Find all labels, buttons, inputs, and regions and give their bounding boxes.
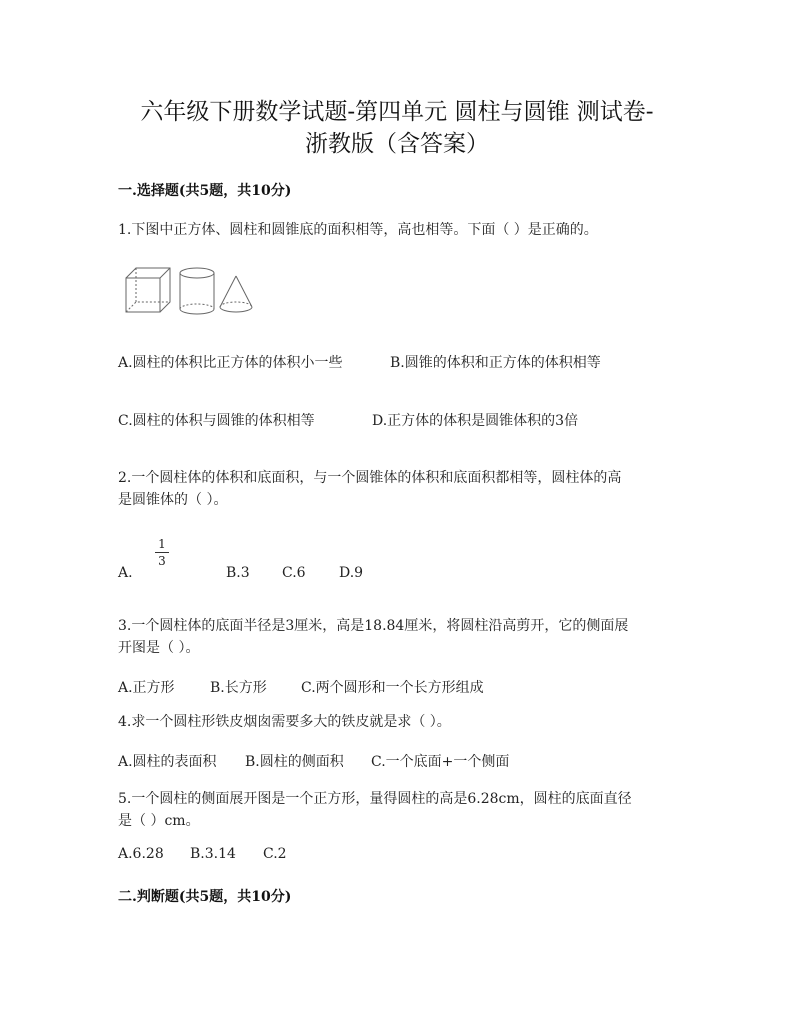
fraction-denominator: 3 bbox=[158, 554, 166, 568]
fraction-numerator: 1 bbox=[158, 537, 166, 551]
q1-option-a[interactable]: A.圆柱的体积比正方体的体积小一些 bbox=[118, 355, 343, 371]
q4-option-b[interactable]: B.圆柱的侧面积 bbox=[245, 754, 344, 770]
fraction-bar bbox=[155, 552, 169, 553]
q3-option-a[interactable]: A.正方形 bbox=[118, 680, 175, 696]
question-3-line1: 3.一个圆柱体的底面半径是3厘米，高是18.84厘米，将圆柱沿高剪开，它的侧面展 bbox=[118, 618, 629, 634]
question-2-line1: 2.一个圆柱体的体积和底面积，与一个圆锥体的体积和底面积都相等，圆柱体的高 bbox=[118, 470, 622, 486]
question-5-line1: 5.一个圆柱的侧面展开图是一个正方形，量得圆柱的高是6.28cm，圆柱的底面直径 bbox=[118, 791, 632, 807]
question-3-line2: 开图是（ ）。 bbox=[118, 640, 200, 656]
page-title-line2: 浙教版（含答案） bbox=[305, 131, 489, 157]
q4-option-c[interactable]: C.一个底面+一个侧面 bbox=[371, 754, 510, 770]
solids-figure-svg bbox=[124, 264, 264, 320]
page-title-line1: 六年级下册数学试题-第四单元 圆柱与圆锥 测试卷- bbox=[140, 99, 654, 125]
cone-icon bbox=[220, 276, 252, 312]
fraction-one-third bbox=[155, 537, 169, 568]
section-heading-judgment: 二.判断题(共5题，共10分) bbox=[118, 889, 292, 905]
q1-option-c[interactable]: C.圆柱的体积与圆锥的体积相等 bbox=[118, 413, 315, 429]
question-4-text: 4.求一个圆柱形铁皮烟囱需要多大的铁皮就是求（ ）。 bbox=[118, 714, 451, 730]
cylinder-icon bbox=[180, 268, 214, 314]
q5-option-b[interactable]: B.3.14 bbox=[190, 846, 236, 862]
cube-icon bbox=[126, 268, 170, 312]
q3-option-c[interactable]: C.两个圆形和一个长方形组成 bbox=[301, 680, 484, 696]
question-2-line2: 是圆锥体的（ ）。 bbox=[118, 492, 228, 508]
question-5-line2: 是（ ）cm。 bbox=[118, 813, 200, 829]
q2-option-d[interactable]: D.9 bbox=[339, 565, 364, 581]
q5-option-c[interactable]: C.2 bbox=[263, 846, 287, 862]
q2-option-a[interactable]: A. bbox=[118, 565, 133, 581]
q4-option-a[interactable]: A.圆柱的表面积 bbox=[118, 754, 217, 770]
solids-figure bbox=[124, 264, 264, 324]
q3-option-b[interactable]: B.长方形 bbox=[210, 680, 267, 696]
q2-option-c[interactable]: C.6 bbox=[282, 565, 306, 581]
question-1-text: 1.下图中正方体、圆柱和圆锥底的面积相等，高也相等。下面（ ）是正确的。 bbox=[118, 222, 598, 238]
q5-option-a[interactable]: A.6.28 bbox=[118, 846, 164, 862]
q2-option-b[interactable]: B.3 bbox=[226, 565, 250, 581]
section-heading-choice: 一.选择题(共5题，共10分) bbox=[118, 183, 292, 199]
q1-option-d[interactable]: D.正方体的体积是圆锥体积的3倍 bbox=[372, 413, 579, 429]
q1-option-b[interactable]: B.圆锥的体积和正方体的体积相等 bbox=[390, 355, 601, 371]
